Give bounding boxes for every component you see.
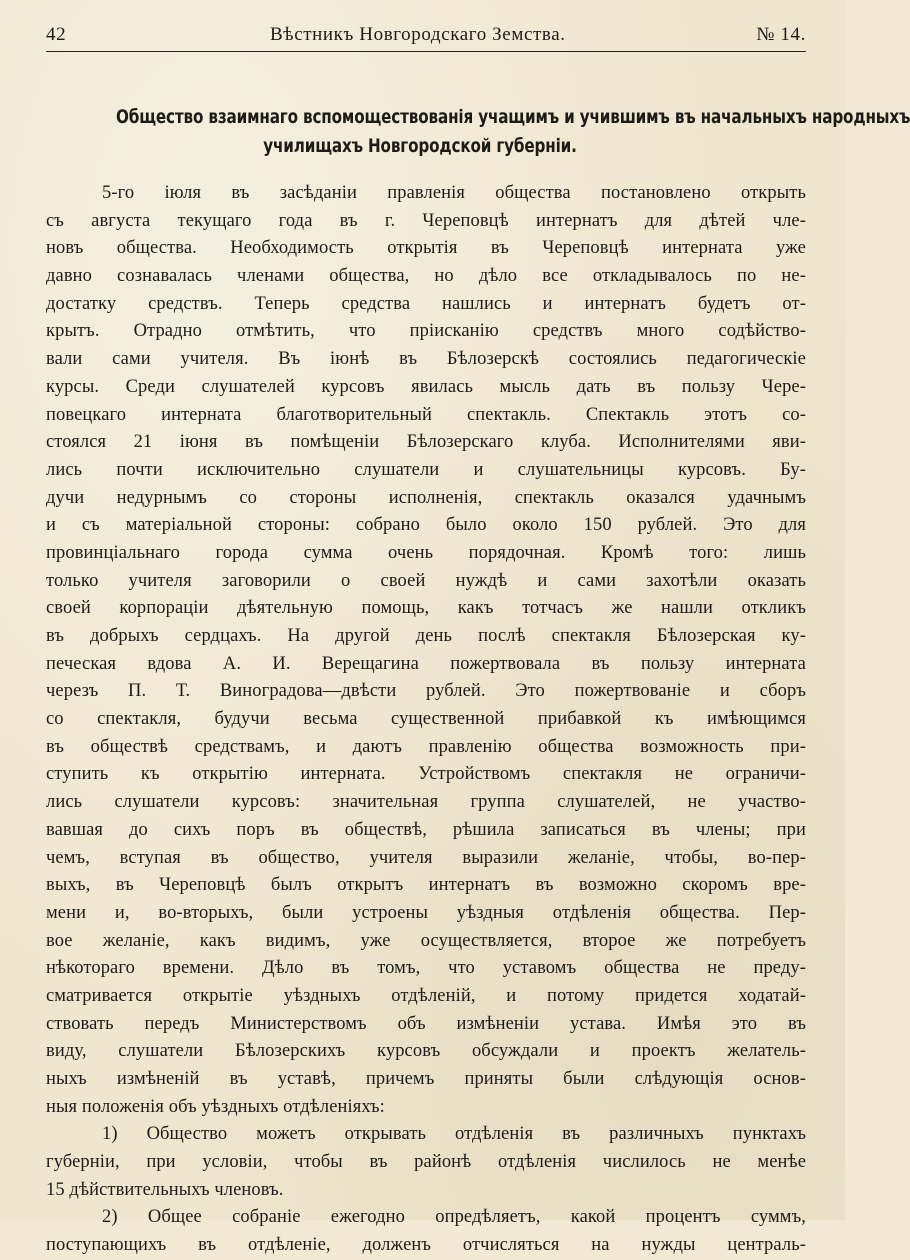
body-line: повецкаго интерната благотворительный спектакль. Спектакль этотъ со- [46,404,806,425]
body-line: 2) Общее собраніе ежегодно опредѣляетъ, какой процентъ суммъ, [102,1207,806,1228]
body-line: виду, слушатели Бѣлозерскихъ курсовъ обсуждали и проектъ желатель- [46,1041,806,1062]
body-line: чемъ, вступая въ общество, учителя выразили желаніе, чтобы, во-пер- [46,847,806,868]
body-line: мени и, во-вторыхъ, были устроены уѣздныя отдѣленія общества. Пер- [46,902,806,923]
page-number: 42 [46,24,67,45]
body-line: 15 дѣйствительныхъ членовъ. [46,1179,284,1200]
body-line: вое желаніе, какъ видимъ, уже осуществляется, второе же потребуетъ [46,930,806,951]
journal-title: Вѣстникъ Новгородскаго Земства. [270,24,566,45]
body-line: ныя положенія объ уѣздныхъ отдѣленіяхъ: [46,1096,385,1117]
body-line: выхъ, въ Череповцѣ былъ открытъ интернатъ въ возможно скоромъ вре- [46,875,806,896]
body-line: лись слушатели курсовъ: значительная группа слушателей, не участво- [46,792,806,813]
body-line: съ августа текущаго года въ г. Череповцѣ интернатъ для дѣтей чле- [46,210,806,231]
body-line: только учителя заговорили о своей нуждѣ и сами захотѣли оказать [46,570,806,591]
body-line: ствовать передъ Министерствомъ объ измѣненіи устава. Имѣя это въ [46,1013,806,1034]
body-line: 5-го іюля въ засѣданіи правленія общества постановлено открыть [102,183,806,203]
body-line: крытъ. Отрадно отмѣтить, что пріисканію средствъ много содѣйство- [46,321,806,342]
header-rule [46,51,806,52]
article-title-line: Общество взаимнаго вспомоществованія учащимъ и учившимъ въ начальныхъ народныхъ [116,106,910,128]
body-line: губерніи, при условіи, чтобы въ районѣ отдѣленія числилось не менѣе [46,1152,806,1173]
issue-number: № 14. [756,24,806,45]
article-title [116,103,910,161]
body-line: черезъ П. Т. Виноградова—двѣсти рублей. Это пожертвованіе и сборъ [46,681,806,702]
article-title-line: училищахъ Новгородской губерніи. [263,135,577,157]
body-line: 1) Общество можетъ открывать отдѣленія въ различныхъ пунктахъ [102,1124,806,1145]
body-line: стоялся 21 іюня въ помѣщеніи Бѣлозерскаго клуба. Исполнителями яви- [46,432,806,453]
body-line: ныхъ измѣненій въ уставѣ, причемъ приняты были слѣдующія основ- [46,1069,806,1089]
body-line: печеская вдова А. И. Верещагина пожертвовала въ пользу интерната [46,653,806,674]
body-line: своей корпораціи дѣятельную помощь, какъ тотчасъ же нашли откликъ [46,598,806,619]
body-line: въ добрыхъ сердцахъ. На другой день послѣ спектакля Бѣлозерская ку- [46,626,806,646]
body-line: и съ матеріальной стороны: собрано было около 150 рублей. Это для [46,515,806,536]
body-line: лись почти исключительно слушатели и слушательницы курсовъ. Бу- [46,459,806,480]
body-line: курсы. Среди слушателей курсовъ явилась мысль дать въ пользу Чере- [46,376,806,397]
article-body [46,180,806,1260]
body-line: поступающихъ въ отдѣленіе, долженъ отчисляться на нужды централь- [46,1235,806,1256]
body-line: дучи недурнымъ со стороны исполненія, спектакль оказался удачнымъ [46,487,806,508]
body-line: въ обществѣ средствамъ, и даютъ правленію общества возможность при- [46,736,806,757]
body-line: вали сами учителя. Въ іюнѣ въ Бѣлозерскѣ состоялись педагогическіе [46,349,806,370]
body-line: со спектакля, будучи весьма существенной прибавкой къ имѣющимся [46,709,806,730]
body-line: вавшая до сихъ поръ въ обществѣ, рѣшила записаться въ члены; при [46,819,806,840]
body-line: ступить къ открытію интерната. Устройствомъ спектакля не ограничи- [46,764,806,785]
body-line: новъ общества. Необходимость открытія въ Череповцѣ интерната уже [46,238,806,259]
body-line: нѣкотораго времени. Дѣло въ томъ, что уставомъ общества не преду- [46,958,806,979]
body-line: провинціальнаго города сумма очень порядочная. Кромѣ того: лишь [46,542,806,563]
body-line: достатку средствъ. Теперь средства нашлись и интернатъ будетъ от- [46,293,806,314]
body-line: давно сознавалась членами общества, но дѣло все откладывалось по не- [46,266,806,287]
body-line: сматривается открытіе уѣздныхъ отдѣленій, и потому придется ходатай- [46,985,806,1006]
